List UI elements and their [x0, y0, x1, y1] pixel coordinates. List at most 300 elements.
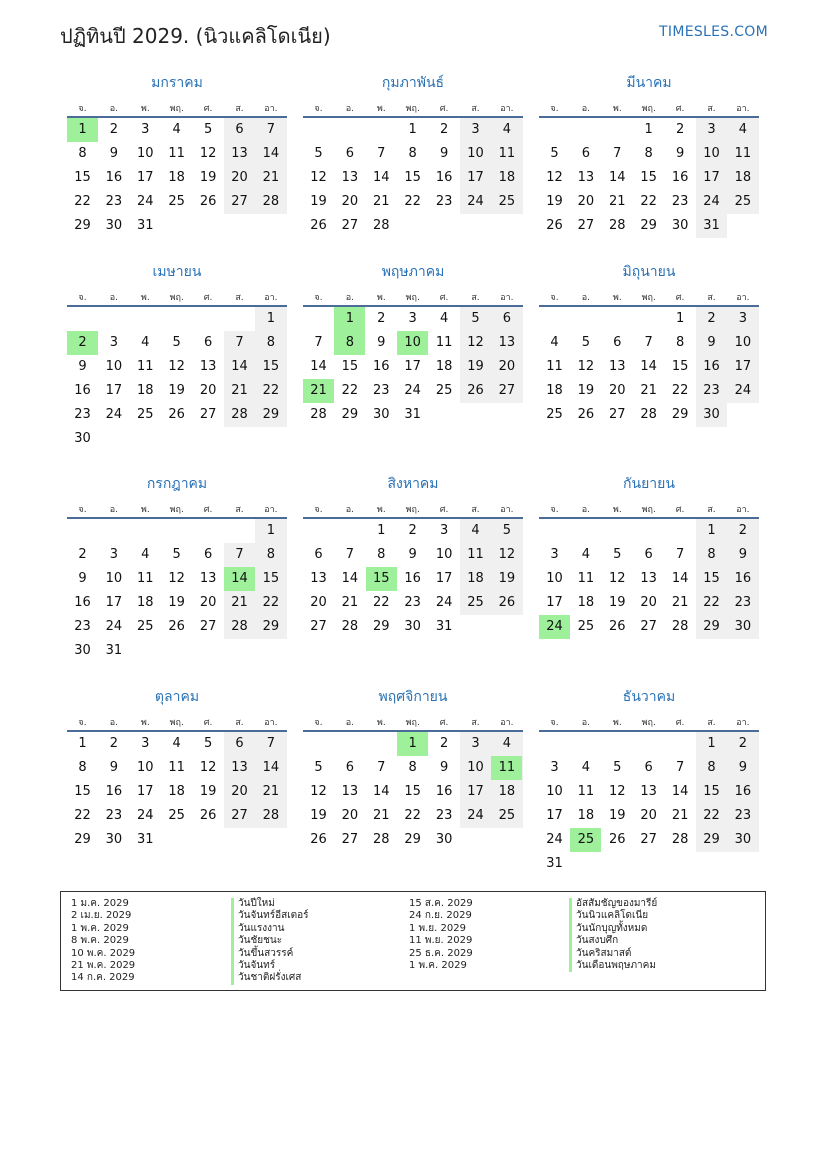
day-cell: 21: [671, 808, 689, 823]
day-cell: 24: [404, 383, 421, 398]
weekday-header: จ.: [314, 505, 323, 515]
day-cell: 30: [74, 431, 91, 446]
day-cell: 5: [172, 547, 181, 562]
day-cell: 10: [137, 146, 154, 161]
day-cell: 10: [546, 784, 563, 799]
day-cell: 20: [640, 595, 657, 610]
day-cell: 19: [310, 194, 327, 209]
day-cell: 23: [74, 407, 91, 422]
day-cell: 1: [78, 736, 87, 751]
day-cell: 17: [435, 571, 453, 586]
day-cell: 5: [172, 335, 181, 350]
day-cell: 22: [404, 194, 421, 209]
day-cell: 25: [577, 619, 595, 634]
weekday-header: อา.: [736, 505, 750, 515]
day-cell: 15: [74, 170, 91, 185]
legend-names-left: [231, 898, 309, 985]
weekday-header: พฤ.: [641, 104, 656, 114]
day-cell: 30: [74, 643, 91, 658]
header-divider: [67, 305, 287, 307]
weekday-header: พฤ.: [641, 293, 656, 303]
weekday-header: พ.: [140, 293, 150, 303]
site-link[interactable]: TIMESLES.COM: [659, 24, 768, 40]
day-cell: 18: [577, 595, 595, 610]
day-cell: 23: [404, 595, 421, 610]
day-cell: 23: [734, 808, 752, 823]
day-cell: 6: [203, 547, 213, 562]
day-cell: 19: [498, 571, 516, 586]
month-name: เมษายน: [152, 264, 202, 280]
weekday-header: อา.: [736, 293, 750, 303]
day-cell: 21: [262, 784, 280, 799]
day-cell: 10: [467, 146, 484, 161]
day-cell: 1: [377, 523, 386, 538]
weekday-header: พ.: [140, 104, 150, 114]
weekday-header: ส.: [235, 293, 244, 303]
day-cell: 3: [471, 122, 480, 137]
day-cell: 14: [310, 359, 327, 374]
day-cell: 9: [408, 547, 417, 562]
day-cell: 22: [74, 194, 91, 209]
day-cell: 9: [707, 335, 716, 350]
day-cell: 9: [109, 146, 119, 161]
day-cell: 29: [262, 619, 280, 634]
holiday-day-cell: 8: [334, 331, 365, 355]
day-cell: 18: [168, 170, 185, 185]
weekday-header: อ.: [109, 104, 119, 114]
header-divider: [67, 517, 287, 519]
day-cell: 20: [231, 784, 248, 799]
weekday-header: ศ.: [439, 718, 449, 728]
day-cell: 10: [546, 571, 563, 586]
day-cell: 14: [640, 359, 657, 374]
day-cell: 27: [640, 832, 657, 847]
day-cell: 15: [703, 571, 720, 586]
day-cell: 27: [231, 808, 248, 823]
day-cell: 30: [734, 619, 752, 634]
day-cell: 24: [467, 808, 484, 823]
day-cell: 29: [404, 832, 421, 847]
holiday-day-cell: 10: [397, 331, 428, 355]
day-cell: 6: [314, 547, 323, 562]
day-cell: 13: [341, 784, 359, 799]
day-cell: 17: [703, 170, 720, 185]
day-cell: 23: [703, 383, 720, 398]
day-cell: 3: [141, 122, 150, 137]
day-cell: 21: [609, 194, 626, 209]
weekday-header: อ.: [345, 505, 355, 515]
day-cell: 29: [341, 407, 359, 422]
weekday-header: จ.: [314, 104, 323, 114]
holiday-day-cell: 24: [539, 615, 570, 639]
day-cell: 30: [105, 218, 123, 233]
day-cell: 10: [734, 335, 752, 350]
day-cell: 30: [373, 407, 390, 422]
day-cell: 4: [439, 311, 449, 326]
day-cell: 3: [707, 122, 716, 137]
day-cell: 13: [640, 571, 657, 586]
weekday-header: อ.: [345, 104, 355, 114]
day-cell: 2: [78, 547, 87, 562]
page-title: ปฏิทินปี 2029. (นิวแคลิโดเนีย): [60, 24, 331, 48]
weekday-header: จ.: [550, 718, 559, 728]
holiday-day-cell: 11: [491, 756, 522, 780]
weekday-header: ศ.: [203, 293, 213, 303]
month-name: พฤษภาคม: [381, 264, 445, 280]
legend-holiday-name: วันแรงงาน: [231, 923, 309, 935]
day-cell: 19: [467, 359, 484, 374]
day-cell: 8: [266, 547, 276, 562]
weekday-header: พฤ.: [169, 718, 184, 728]
day-cell: 10: [703, 146, 720, 161]
weekday-header: ศ.: [675, 104, 685, 114]
day-cell: 23: [671, 194, 689, 209]
day-cell: 12: [577, 359, 595, 374]
day-cell: 27: [341, 832, 359, 847]
day-cell: 27: [577, 218, 595, 233]
day-cell: 22: [262, 383, 280, 398]
day-cell: 20: [640, 808, 657, 823]
day-cell: 31: [703, 218, 720, 233]
day-cell: 18: [498, 784, 516, 799]
day-cell: 30: [404, 619, 421, 634]
day-cell: 25: [734, 194, 752, 209]
weekday-header: พ.: [612, 104, 622, 114]
weekday-header: ศ.: [439, 104, 449, 114]
day-cell: 5: [613, 760, 622, 775]
weekday-header: ส.: [471, 104, 480, 114]
day-cell: 11: [467, 547, 484, 562]
day-cell: 11: [168, 760, 185, 775]
day-cell: 3: [109, 547, 119, 562]
day-cell: 4: [471, 523, 480, 538]
weekday-header: พฤ.: [169, 104, 184, 114]
day-cell: 12: [546, 170, 563, 185]
day-cell: 14: [262, 146, 280, 161]
day-cell: 18: [577, 808, 595, 823]
day-cell: 13: [310, 571, 327, 586]
month-name: พฤศจิกายน: [378, 689, 448, 705]
day-cell: 18: [546, 383, 563, 398]
legend-date: 8 พ.ค. 2029: [71, 935, 129, 947]
day-cell: 8: [266, 335, 276, 350]
weekday-header: อ.: [109, 293, 119, 303]
day-cell: 20: [310, 595, 327, 610]
legend-date: 2 เม.ย. 2029: [71, 910, 132, 922]
day-cell: 11: [137, 571, 154, 586]
legend-holiday-name: อัสสัมชัญของมารีย์: [569, 898, 657, 910]
day-cell: 20: [199, 595, 217, 610]
day-cell: 7: [235, 547, 244, 562]
day-cell: 28: [231, 619, 248, 634]
day-cell: 21: [231, 595, 248, 610]
holiday-day-cell: 1: [334, 307, 365, 331]
weekday-header: อ.: [109, 718, 119, 728]
day-cell: 23: [373, 383, 390, 398]
day-cell: 15: [341, 359, 359, 374]
weekday-header: อา.: [264, 293, 278, 303]
weekday-header: จ.: [550, 505, 559, 515]
day-cell: 20: [341, 808, 359, 823]
day-cell: 1: [408, 122, 417, 137]
day-cell: 11: [734, 146, 752, 161]
day-cell: 17: [404, 359, 421, 374]
day-cell: 15: [74, 784, 91, 799]
day-cell: 24: [734, 383, 752, 398]
weekday-header: ศ.: [203, 718, 213, 728]
day-cell: 4: [581, 760, 591, 775]
day-cell: 10: [467, 760, 484, 775]
day-cell: 22: [703, 808, 720, 823]
day-cell: 8: [707, 547, 716, 562]
day-cell: 28: [341, 619, 359, 634]
weekday-header: อา.: [264, 505, 278, 515]
holiday-legend: [60, 891, 766, 991]
weekday-header: จ.: [550, 293, 559, 303]
day-cell: 16: [105, 170, 123, 185]
day-cell: 26: [609, 619, 626, 634]
day-cell: 21: [231, 383, 248, 398]
day-cell: 7: [266, 736, 276, 751]
day-cell: 4: [141, 547, 150, 562]
day-cell: 17: [137, 784, 154, 799]
day-cell: 17: [546, 595, 563, 610]
day-cell: 26: [310, 218, 327, 233]
day-cell: 15: [262, 571, 280, 586]
weekday-header: จ.: [78, 505, 87, 515]
weekday-header: พ.: [612, 718, 622, 728]
day-cell: 31: [137, 832, 154, 847]
weekday-header: อา.: [736, 718, 750, 728]
day-cell: 6: [644, 547, 653, 562]
day-cell: 11: [577, 784, 595, 799]
month-name: กันยายน: [623, 476, 675, 492]
day-cell: 13: [231, 760, 248, 775]
day-cell: 4: [550, 335, 559, 350]
legend-dates-left: [71, 898, 135, 985]
legend-holiday-name: วันชัยชนะ: [231, 935, 309, 947]
legend-date: 21 พ.ค. 2029: [71, 960, 136, 972]
day-cell: 18: [435, 359, 453, 374]
day-cell: 22: [373, 595, 390, 610]
day-cell: 16: [734, 571, 752, 586]
day-cell: 23: [74, 619, 91, 634]
day-cell: 18: [168, 784, 185, 799]
day-cell: 6: [502, 311, 512, 326]
day-cell: 9: [109, 760, 119, 775]
day-cell: 12: [310, 784, 327, 799]
day-cell: 11: [168, 146, 185, 161]
day-cell: 20: [498, 359, 516, 374]
day-cell: 13: [199, 359, 217, 374]
day-cell: 4: [738, 122, 748, 137]
weekday-header: จ.: [78, 718, 87, 728]
day-cell: 12: [168, 571, 185, 586]
day-cell: 28: [609, 218, 626, 233]
day-cell: 12: [199, 146, 217, 161]
day-cell: 15: [671, 359, 689, 374]
day-cell: 13: [640, 784, 657, 799]
day-cell: 18: [734, 170, 752, 185]
weekday-header: พ.: [376, 293, 386, 303]
weekday-header: อ.: [581, 104, 591, 114]
day-cell: 6: [235, 122, 244, 137]
weekday-header: ศ.: [675, 505, 685, 515]
legend-date: 11 พ.ย. 2029: [409, 935, 473, 947]
day-cell: 1: [707, 523, 716, 538]
day-cell: 9: [738, 760, 748, 775]
weekday-header: ส.: [707, 104, 716, 114]
day-cell: 7: [377, 760, 386, 775]
day-cell: 22: [404, 808, 421, 823]
day-cell: 14: [341, 571, 359, 586]
day-cell: 27: [341, 218, 359, 233]
day-cell: 2: [439, 736, 449, 751]
day-cell: 30: [671, 218, 689, 233]
legend-names-right: [569, 898, 657, 972]
day-cell: 6: [644, 760, 653, 775]
day-cell: 16: [404, 571, 421, 586]
day-cell: 6: [345, 760, 355, 775]
day-cell: 26: [199, 808, 217, 823]
day-cell: 4: [172, 736, 181, 751]
day-cell: 26: [199, 194, 217, 209]
day-cell: 24: [546, 832, 563, 847]
holiday-day-cell: 2: [67, 331, 98, 355]
day-cell: 20: [609, 383, 626, 398]
day-cell: 29: [262, 407, 280, 422]
day-cell: 22: [262, 595, 280, 610]
holiday-day-cell: 25: [570, 828, 601, 852]
day-cell: 9: [439, 146, 449, 161]
weekday-header: ศ.: [675, 718, 685, 728]
day-cell: 14: [373, 170, 390, 185]
month-name: กุมภาพันธ์: [381, 75, 445, 91]
day-cell: 24: [435, 595, 453, 610]
legend-holiday-name: วันชาติฝรั่งเศส: [231, 972, 309, 984]
day-cell: 12: [609, 784, 626, 799]
day-cell: 26: [310, 832, 327, 847]
holiday-day-cell: 1: [67, 118, 98, 142]
day-cell: 17: [105, 383, 123, 398]
day-cell: 19: [609, 595, 626, 610]
weekday-header: อา.: [500, 293, 514, 303]
day-cell: 6: [235, 736, 244, 751]
day-cell: 28: [231, 407, 248, 422]
day-cell: 16: [74, 595, 91, 610]
day-cell: 16: [435, 170, 453, 185]
day-cell: 1: [266, 311, 276, 326]
day-cell: 30: [734, 832, 752, 847]
weekday-header: ส.: [235, 505, 244, 515]
weekday-header: พฤ.: [405, 718, 420, 728]
day-cell: 24: [137, 194, 154, 209]
weekday-header: จ.: [550, 104, 559, 114]
day-cell: 25: [467, 595, 484, 610]
day-cell: 5: [203, 736, 213, 751]
day-cell: 8: [707, 760, 716, 775]
day-cell: 2: [377, 311, 386, 326]
weekday-header: พฤ.: [405, 104, 420, 114]
day-cell: 15: [404, 784, 421, 799]
weekday-header: อา.: [264, 104, 278, 114]
day-cell: 2: [738, 736, 748, 751]
day-cell: 21: [373, 808, 390, 823]
day-cell: 10: [105, 359, 123, 374]
day-cell: 21: [373, 194, 390, 209]
weekday-header: ศ.: [203, 505, 213, 515]
weekday-header: ส.: [235, 718, 244, 728]
day-cell: 3: [109, 335, 119, 350]
day-cell: 26: [546, 218, 563, 233]
weekday-header: อา.: [500, 104, 514, 114]
legend-holiday-name: วันนักบุญทั้งหมด: [569, 923, 657, 935]
legend-holiday-name: วันจันทร์อีสเตอร์: [231, 910, 309, 922]
weekday-header: ส.: [235, 104, 244, 114]
day-cell: 26: [168, 407, 185, 422]
day-cell: 30: [435, 832, 453, 847]
day-cell: 5: [613, 547, 622, 562]
day-cell: 26: [577, 407, 595, 422]
day-cell: 26: [498, 595, 516, 610]
day-cell: 28: [373, 218, 390, 233]
day-cell: 8: [675, 335, 685, 350]
day-cell: 25: [498, 194, 516, 209]
weekday-header: อา.: [500, 718, 514, 728]
day-cell: 17: [734, 359, 752, 374]
weekday-header: อ.: [109, 505, 119, 515]
day-cell: 16: [373, 359, 390, 374]
weekday-header: ส.: [707, 293, 716, 303]
day-cell: 5: [314, 760, 323, 775]
day-cell: 31: [105, 643, 123, 658]
day-cell: 29: [640, 218, 657, 233]
day-cell: 12: [467, 335, 484, 350]
day-cell: 27: [310, 619, 327, 634]
day-cell: 7: [235, 335, 244, 350]
day-cell: 16: [74, 383, 91, 398]
legend-date: 1 พ.ค. 2029: [409, 960, 467, 972]
day-cell: 21: [341, 595, 359, 610]
legend-holiday-name: วันปีใหม่: [231, 898, 309, 910]
day-cell: 18: [137, 595, 154, 610]
day-cell: 27: [640, 619, 657, 634]
day-cell: 19: [577, 383, 595, 398]
day-cell: 16: [671, 170, 689, 185]
day-cell: 21: [262, 170, 280, 185]
weekday-header: ส.: [471, 293, 480, 303]
day-cell: 14: [671, 571, 689, 586]
day-cell: 2: [109, 736, 119, 751]
weekday-header: อ.: [581, 718, 591, 728]
day-cell: 31: [546, 856, 563, 871]
day-cell: 3: [141, 736, 150, 751]
day-cell: 25: [498, 808, 516, 823]
weekday-header: พ.: [376, 505, 386, 515]
day-cell: 27: [199, 619, 217, 634]
day-cell: 10: [435, 547, 453, 562]
day-cell: 7: [377, 146, 386, 161]
day-cell: 25: [435, 383, 453, 398]
day-cell: 5: [581, 335, 591, 350]
day-cell: 24: [703, 194, 720, 209]
weekday-header: อา.: [264, 718, 278, 728]
month-name: สิงหาคม: [387, 476, 439, 492]
day-cell: 12: [310, 170, 327, 185]
day-cell: 26: [168, 619, 185, 634]
day-cell: 15: [640, 170, 657, 185]
day-cell: 22: [341, 383, 359, 398]
